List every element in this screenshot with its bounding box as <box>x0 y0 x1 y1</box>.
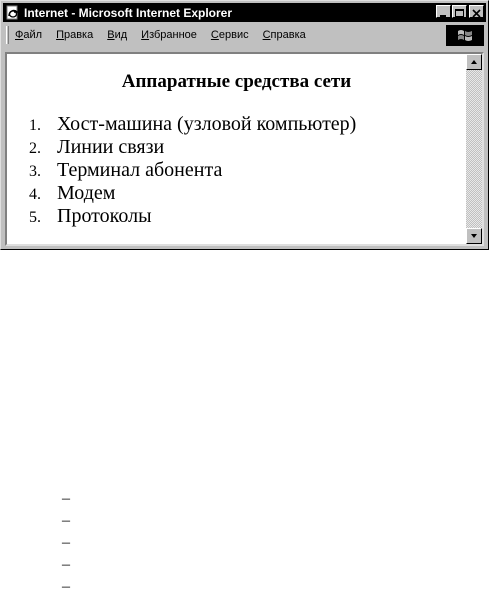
menubar-grip[interactable] <box>6 26 9 44</box>
content-area[interactable] <box>5 52 484 246</box>
dash-list <box>62 488 70 598</box>
menu-favorites[interactable]: Избранное <box>141 29 197 41</box>
list-item: 2. Линии связи <box>29 136 165 158</box>
close-button[interactable] <box>469 5 484 18</box>
hardware-list <box>29 113 356 228</box>
ie-page-icon[interactable] <box>5 5 21 21</box>
arrow-up-icon <box>467 55 481 69</box>
vertical-scrollbar[interactable] <box>466 54 482 244</box>
dash-item: – <box>62 490 70 507</box>
dash-item: – <box>62 556 70 573</box>
menu-file[interactable]: Файл <box>15 29 43 41</box>
close-icon <box>470 8 483 19</box>
menu-bar <box>3 24 486 46</box>
minimize-icon <box>437 8 450 19</box>
web-page <box>7 54 466 244</box>
window-title: Internet - Microsoft Internet Explorer <box>24 5 233 20</box>
scroll-up-button[interactable] <box>466 54 482 70</box>
window-controls <box>436 5 484 18</box>
menu-edit[interactable]: Правка <box>56 29 94 41</box>
scroll-down-button[interactable] <box>466 228 482 244</box>
dash-item: – <box>62 578 70 595</box>
maximize-icon <box>453 8 466 19</box>
list-item: 4. Модем <box>29 182 116 204</box>
menu-tools[interactable]: Сервис <box>210 29 249 41</box>
title-bar[interactable] <box>3 3 486 22</box>
dash-item: – <box>62 534 70 551</box>
browser-window <box>0 0 489 250</box>
maximize-button[interactable] <box>452 5 467 18</box>
menu-view[interactable]: Вид <box>107 29 128 41</box>
list-item: 5. Протоколы <box>29 205 152 227</box>
list-item: 3. Терминал абонента <box>29 159 223 181</box>
menu-help[interactable]: Справка <box>262 29 306 41</box>
page-heading: Аппаратные средства сети <box>121 71 352 92</box>
arrow-down-icon <box>467 229 481 243</box>
list-item: 1. Хост-машина (узловой компьютер) <box>29 113 357 135</box>
minimize-button[interactable] <box>436 5 451 18</box>
throbber <box>446 25 484 46</box>
windows-logo-icon <box>456 28 474 44</box>
dash-item: – <box>62 512 70 529</box>
